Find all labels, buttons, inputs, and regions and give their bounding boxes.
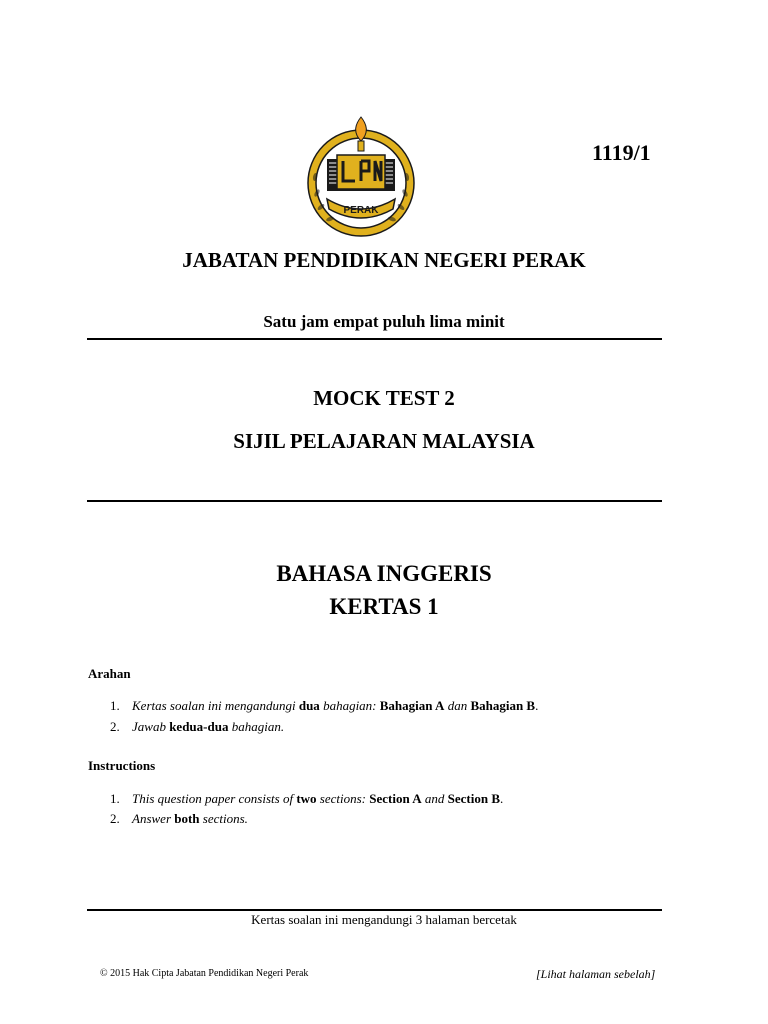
item-emphasis: kedua-dua <box>169 719 229 734</box>
item-emphasis: Bahagian A <box>379 698 445 713</box>
item-text: sections: <box>316 791 370 806</box>
item-emphasis: dua <box>298 698 320 713</box>
item-text: Answer <box>132 811 175 826</box>
item-text: dan <box>444 698 471 713</box>
arahan-heading: Arahan <box>88 666 131 681</box>
item-text: bahagian: <box>319 698 380 713</box>
paper-number: KERTAS 1 <box>329 594 439 619</box>
department-title: JABATAN PENDIDIKAN NEGERI PERAK <box>182 248 586 272</box>
arahan-item <box>110 698 538 714</box>
jpn-perak-emblem <box>303 115 419 239</box>
item-text: and <box>421 791 448 806</box>
divider <box>87 909 662 911</box>
item-text: bahagian. <box>228 719 285 734</box>
item-emphasis: Section B <box>447 791 501 806</box>
divider <box>87 500 662 502</box>
item-number: 2. <box>110 719 120 734</box>
instructions-heading: Instructions <box>88 758 156 773</box>
instruction-item <box>110 811 248 827</box>
item-emphasis: two <box>296 791 317 806</box>
item-text: This question paper consists of <box>132 791 297 806</box>
divider <box>87 338 662 340</box>
item-emphasis: both <box>174 811 200 826</box>
item-emphasis: Bahagian B <box>470 698 536 713</box>
exam-title: SIJIL PELAJARAN MALAYSIA <box>233 429 535 453</box>
item-number: 2. <box>110 811 120 826</box>
item-emphasis: Section A <box>369 791 422 806</box>
mock-test-title: MOCK TEST 2 <box>313 386 455 410</box>
turn-over-note: [Lihat halaman sebelah] <box>536 967 656 981</box>
item-text: . <box>535 698 539 713</box>
page-count-note: Kertas soalan ini mengandungi 3 halaman bercetak <box>251 912 517 927</box>
paper-code: 1119/1 <box>592 140 651 165</box>
instruction-item <box>110 791 503 807</box>
copyright-notice: © 2015 Hak Cipta Jabatan Pendidikan Negeri Perak <box>100 968 309 979</box>
item-text: sections. <box>199 811 248 826</box>
arahan-item <box>110 719 284 735</box>
svg-text:PERAK: PERAK <box>343 205 379 216</box>
subject-title: BAHASA INGGERIS <box>276 561 492 586</box>
item-text: . <box>500 791 504 806</box>
item-number: 1. <box>110 791 120 806</box>
item-number: 1. <box>110 698 120 713</box>
item-text: Kertas soalan ini mengandungi <box>132 698 299 713</box>
exam-duration: Satu jam empat puluh lima minit <box>263 312 505 331</box>
item-text: Jawab <box>132 719 170 734</box>
